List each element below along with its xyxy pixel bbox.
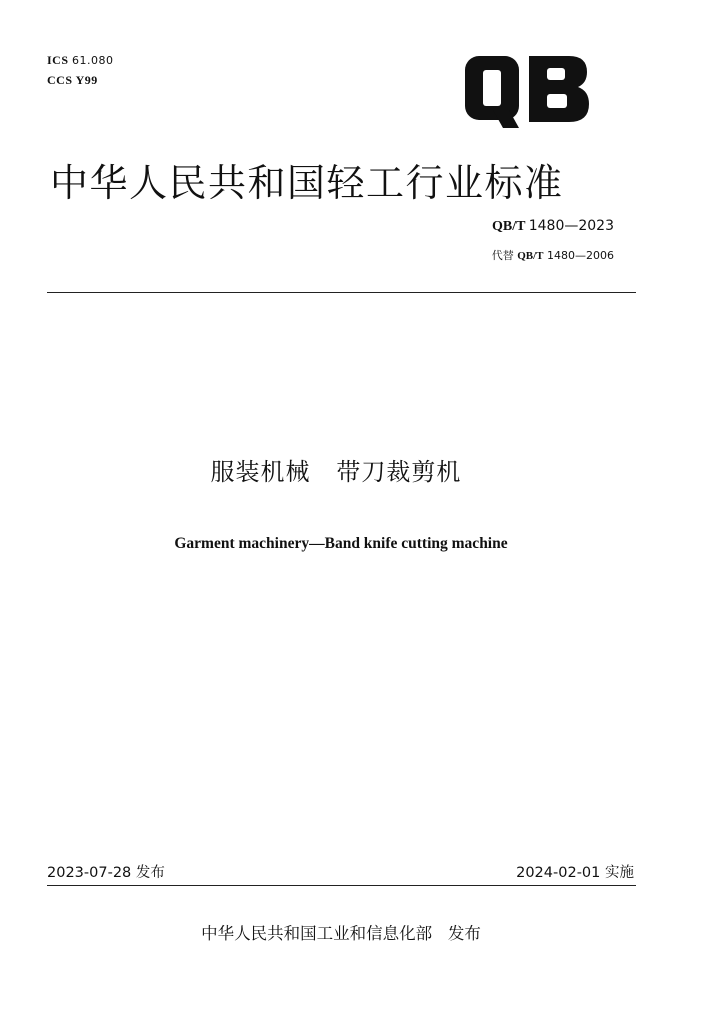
ics-code xyxy=(47,53,114,68)
ccs-label: CCS xyxy=(47,73,73,87)
replaces-prefix: QB/T xyxy=(517,250,544,262)
replaces-standard xyxy=(492,247,614,263)
issue-date: 2023-07-28 发布 xyxy=(47,865,165,881)
chinese-title: 服装机械 带刀裁剪机 xyxy=(210,458,462,486)
top-divider xyxy=(47,292,636,293)
english-title: Garment machinery—Band knife cutting machine xyxy=(174,535,508,552)
standard-number-value: 1480—2023 xyxy=(528,218,614,234)
ccs-value: Y99 xyxy=(75,73,98,87)
implementation-date: 2024-02-01 实施 xyxy=(516,865,634,881)
qb-logo xyxy=(463,52,593,132)
ics-label: ICS xyxy=(47,53,69,67)
ccs-code xyxy=(47,73,98,88)
bottom-divider xyxy=(47,885,636,886)
organization-title: 中华人民共和国轻工行业标准 xyxy=(50,161,564,205)
ics-value: 61.080 xyxy=(72,54,114,67)
standard-number xyxy=(492,218,614,235)
replaces-label: 代替 xyxy=(491,249,514,262)
publisher: 中华人民共和国工业和信息化部 发布 xyxy=(201,924,481,943)
replaces-number: 1480—2006 xyxy=(547,249,614,262)
standard-prefix: QB/T xyxy=(492,219,526,234)
